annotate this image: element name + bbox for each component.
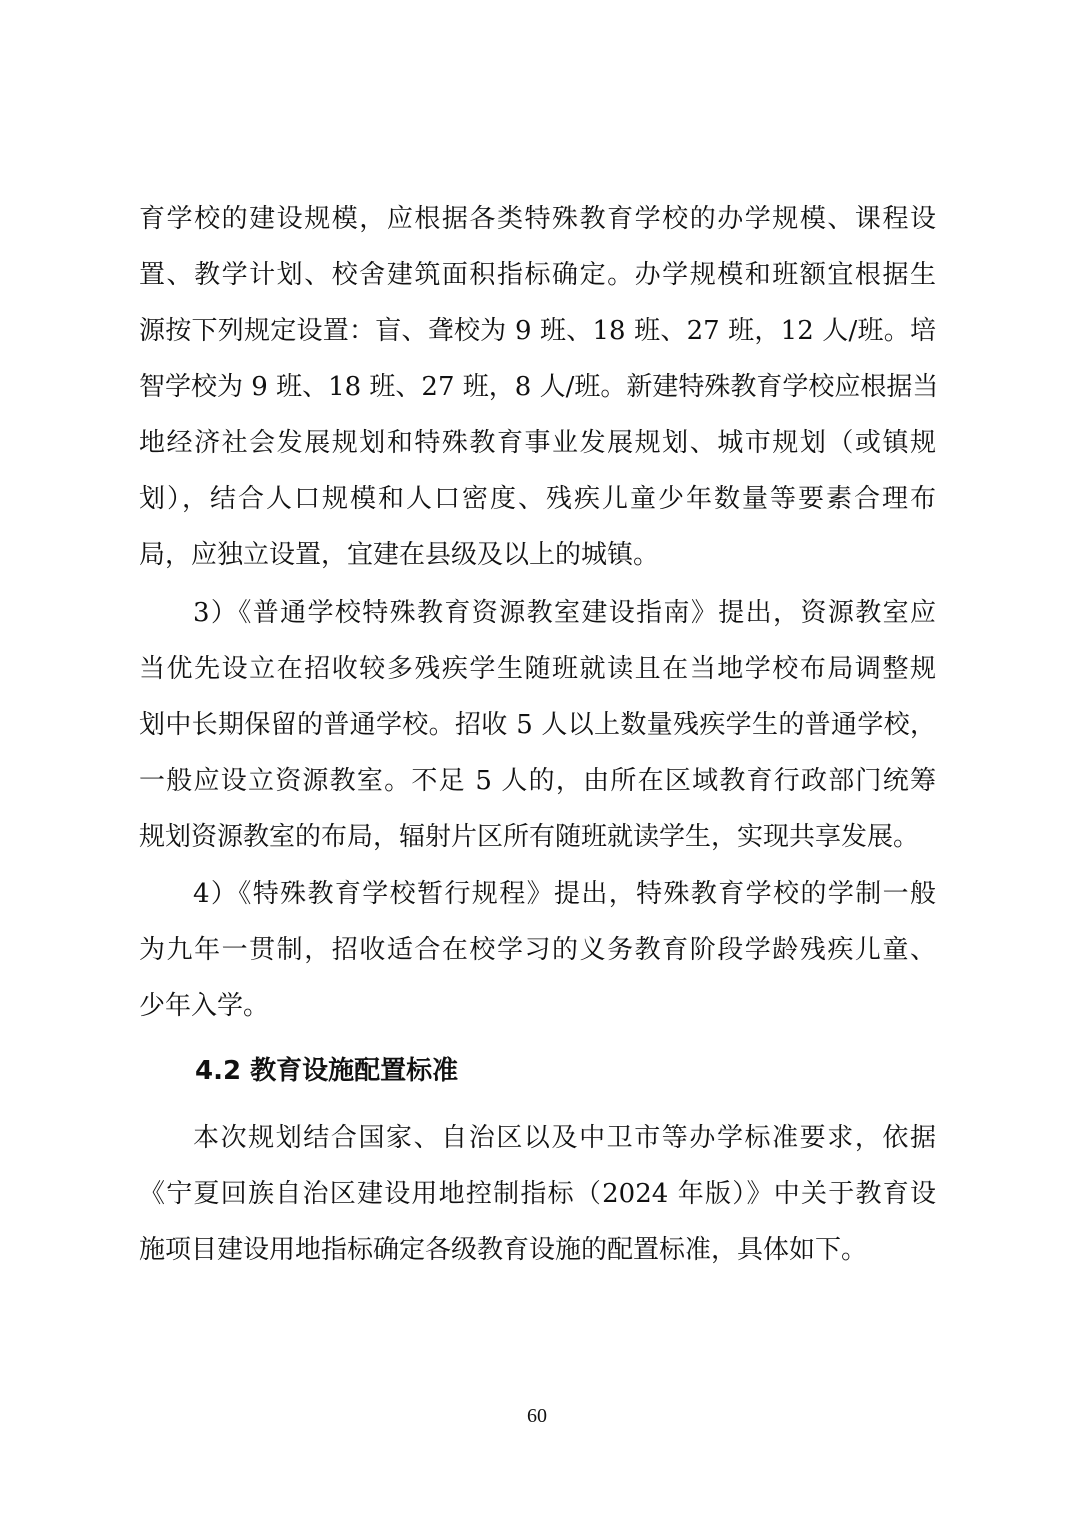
paragraph-line: 智学校为 9 班、18 班、27 班，8 人/班。新建特殊教育学校应根据当 [139, 372, 939, 402]
paragraph-line: 少年入学。 [139, 991, 270, 1021]
section-heading: 4.2 教育设施配置标准 [195, 1056, 459, 1086]
paragraph-line: 为九年一贯制，招收适合在校学习的义务教育阶段学龄残疾儿童、 [139, 935, 936, 965]
paragraph-line: 施项目建设用地指标确定各级教育设施的配置标准，具体如下。 [139, 1235, 868, 1265]
paragraph-line: 《宁夏回族自治区建设用地控制指标（2024 年版）》中关于教育设 [139, 1179, 936, 1209]
paragraph-line: 育学校的建设规模，应根据各类特殊教育学校的办学规模、课程设 [139, 204, 936, 234]
paragraph-line: 划），结合人口规模和人口密度、残疾儿童少年数量等要素合理布 [139, 484, 936, 514]
paragraph-line: 规划资源教室的布局，辐射片区所有随班就读学生，实现共享发展。 [139, 822, 920, 852]
page-number: 60 [527, 1405, 547, 1427]
paragraph-line: 3）《普通学校特殊教育资源教室建设指南》提出，资源教室应 [193, 598, 936, 628]
paragraph-line: 一般应设立资源教室。不足 5 人的，由所在区域教育行政部门统筹 [139, 766, 936, 796]
paragraph-line: 源按下列规定设置：盲、聋校为 9 班、18 班、27 班，12 人/班。培 [139, 316, 936, 346]
paragraph-line: 置、教学计划、校舍建筑面积指标确定。办学规模和班额宜根据生 [139, 260, 936, 290]
paragraph-line: 地经济社会发展规划和特殊教育事业发展规划、城市规划（或镇规 [139, 428, 936, 458]
paragraph-line: 4）《特殊教育学校暂行规程》提出，特殊教育学校的学制一般 [193, 879, 936, 909]
paragraph-line: 当优先设立在招收较多残疾学生随班就读且在当地学校布局调整规 [139, 654, 936, 684]
paragraph-line: 本次规划结合国家、自治区以及中卫市等办学标准要求，依据 [193, 1123, 936, 1153]
paragraph-line: 划中长期保留的普通学校。招收 5 人以上数量残疾学生的普通学校， [139, 710, 936, 740]
paragraph-line: 局，应独立设置，宜建在县级及以上的城镇。 [139, 540, 660, 570]
